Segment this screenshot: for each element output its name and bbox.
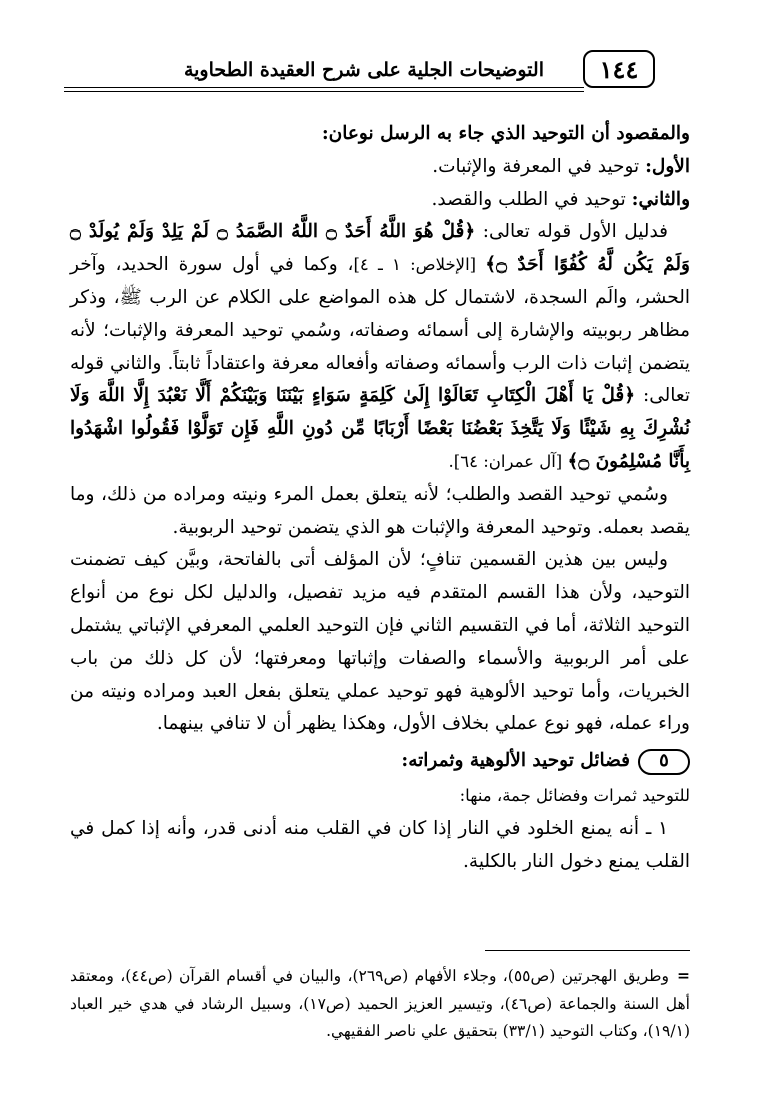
header-rule <box>64 87 584 88</box>
header-rule-thin <box>64 91 584 92</box>
text-first: توحيد في المعرفة والإثبات. <box>432 155 646 177</box>
footnote-text: وطريق الهجرتين (ص٥٥)، وجلاء الأفهام (ص٢٦٩)، والبيان في أقسام القرآن (ص٤٤)، ومعتقد أهل السنة والجماعة (ص٤٦)، وتيسير العزيز الحميد (ص١٧)، وسبيل الرشاد في هدي خير العباد (١٩/١)، وكتاب التوحيد (٣٣/١) بتحقيق علي ناصر الفقيهي. <box>70 967 690 1040</box>
evidence-explanation: ، وكما في أول سورة الحديد، وآخر الحشر، والَم السجدة، لاشتمال كل هذه المواضع على الكلام عن الرب ﷺ، وذكر مظاهر ربوبيته والإشارة إلى أسمائه وصفاته، وسُمي توحيد المعرفة والإثبات؛ لأنه يتضمن إثبات ذات الرب وأسمائه وصفاته وأفعاله معرفة واعتقاداً ثابتاً. والثاني قوله تعالى: <box>70 254 690 407</box>
label-first: الأول: <box>645 155 690 177</box>
paragraph-naming: وسُمي توحيد القصد والطلب؛ لأنه يتعلق بعمل المرء ونيته ومراده من ذلك، وما يقصد بعمله. وتوحيد المعرفة والإثبات هو الذي يتضمن توحيد الربوبية. <box>70 483 690 538</box>
paragraph-evidence <box>70 216 690 478</box>
quran-verse-al-imran: ﴿قُلْ يَا أَهْلَ الْكِتَابِ تَعَالَوْا إِلَىٰ كَلِمَةٍ سَوَاءٍ بَيْنَنَا وَبَيْنَكُمْ أَلَّا نَعْبُدَ إِلَّا اللَّهَ وَلَا نُشْرِكَ بِهِ شَيْئًا وَلَا يَتَّخِذَ بَعْضُنَا بَعْضًا أَرْبَابًا مِّن دُونِ اللَّهِ فَإِن تَوَلَّوْا فَقُولُوا اشْهَدُوا بِأَنَّا مُسْلِمُونَ ۝﴾ <box>70 385 690 472</box>
quran-verse-ikhlas: ﴿قُلْ هُوَ اللَّهُ أَحَدٌ ۝ اللَّهُ الصَّمَدُ ۝ لَمْ يَلِدْ وَلَمْ يُولَدْ ۝ وَلَمْ يَكُن لَّهُ كُفُوًا أَحَدٌ ۝﴾ <box>70 221 690 276</box>
running-title: التوضيحات الجلية على شرح العقيدة الطحاوية <box>183 59 544 81</box>
text-second: توحيد في الطلب والقصد. <box>431 188 632 210</box>
label-second: والثاني: <box>631 188 690 210</box>
footnote-continuation-mark: = <box>677 966 690 985</box>
section-number-badge: ٥ <box>638 749 690 775</box>
paragraph-fruit-one: ١ ـ أنه يمنع الخلود في النار إذا كان في القلب منه أدنى قدر، وأنه إذا كمل في القلب يمنع دخول النار بالكلية. <box>70 817 690 872</box>
paragraph-fruits-intro: للتوحيد ثمرات وفضائل جمة، منها: <box>459 785 690 805</box>
footnote-item <box>70 962 690 1046</box>
evidence-intro: فدليل الأول قوله تعالى: <box>475 221 668 243</box>
footnote-rule <box>485 950 690 951</box>
verse-reference-ikhlas: [الإخلاص: ١ ـ ٤] <box>353 255 486 275</box>
footnotes <box>70 962 690 1046</box>
paragraph-intro: والمقصود أن التوحيد الذي جاء به الرسل نوعان: <box>321 123 690 144</box>
verse-reference-al-imran: [آل عمران: ٦٤]. <box>448 451 568 471</box>
page-number: ١٤٤ <box>583 50 655 88</box>
section-title: فضائل توحيد الألوهية وثمراته: <box>401 750 630 772</box>
section-heading <box>70 745 690 778</box>
paragraph-no-contradiction: وليس بين هذين القسمين تنافٍ؛ لأن المؤلف أتى بالفاتحة، وبيَّن كيف تضمنت التوحيد، ولأن هذا القسم المتقدم فيه مزيد تفصيل، والدليل لكل نوع من أنواع التوحيد الثلاثة، أما في التقسيم الثاني فإن التوحيد العلمي المعرفي الإثباتي يشتمل على أمر الربوبية والأسماء والصفات وإثباتها ومعرفتها؛ لأن كل ذلك من باب الخبريات، وأما توحيد الألوهية فهو توحيد عملي يتعلق بفعل العبد ومراده ونيته من وراء عمله، فهو نوع عملي بخلاف الأول، وهكذا يظهر أن لا تنافي بينهما. <box>70 549 690 735</box>
main-text <box>70 118 690 878</box>
paragraph-first-type <box>70 151 690 184</box>
paragraph-second-type <box>70 184 690 217</box>
